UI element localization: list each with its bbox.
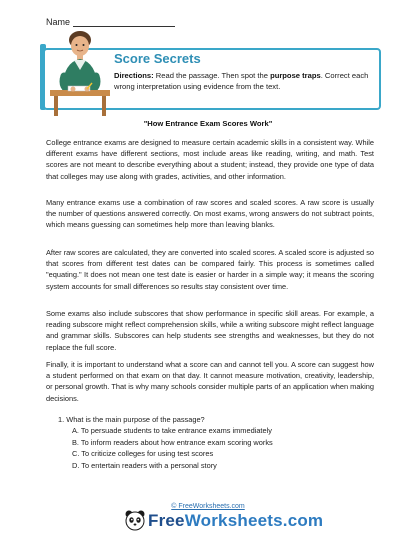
answer-option-a[interactable]: A. To persuade students to take entrance exams immediately bbox=[72, 426, 272, 436]
directions-text bbox=[114, 70, 376, 92]
paragraph-4: Some exams also include subscores that show performance in specific skill areas. For example, a reading subscore might reflect comprehension skills, while a writing subscore might reflect language and grammar skills. Subscores can help students see strengths and weaknesses, but they do not replace the full score. bbox=[46, 309, 374, 352]
directions-emphasis: purpose traps bbox=[270, 71, 321, 80]
footer-brand-logo bbox=[148, 511, 323, 531]
question-stem: 1. What is the main purpose of the passage? bbox=[58, 415, 205, 424]
answer-option-c[interactable]: C. To criticize colleges for using test scores bbox=[72, 449, 214, 459]
panda-logo-icon bbox=[124, 508, 146, 532]
directions-part-2: . Correct each wrong interpretation using evidence from the text. bbox=[114, 71, 369, 91]
brand-rest: Worksheets.com bbox=[184, 511, 324, 530]
brand-free: Free bbox=[148, 511, 185, 530]
worksheet-title: Score Secrets bbox=[114, 51, 201, 66]
answer-option-d[interactable]: D. To entertain readers with a personal story bbox=[72, 460, 217, 470]
directions-label: Directions: bbox=[114, 71, 154, 80]
directions-part-1: Read the passage. Then spot the bbox=[153, 71, 271, 80]
paragraph-1: College entrance exams are designed to measure certain academic skills in a consistent way. While different exams have different sections, most include areas like reading, writing, and math. Test scores are not meant to describe everything about a student; instead, they provide one type of data that colleges may use along with grades, activities, and other information. bbox=[46, 138, 374, 181]
footer-copyright-link[interactable]: © FreeWorksheets.com bbox=[171, 503, 245, 510]
paragraph-3: After raw scores are calculated, they are converted into scaled scores. A scaled score is adjusted so that scores from different test dates can be compared fairly. This process is sometimes called "equating." It does not mean one test date is easier or harder in a simple way; it means the scoring system accounts for small differences so results stay consistent over time. bbox=[46, 248, 374, 291]
name-label: Name bbox=[46, 17, 71, 27]
paragraph-5: Finally, it is important to understand what a score can and cannot tell you. A score can suggest how a student performed on that exam on that day. It cannot measure motivation, creativity, leadership, or personal growth. That is why many schools consider multiple parts of an application when making decisions. bbox=[46, 360, 374, 403]
passage-title: "How Entrance Exam Scores Work" bbox=[143, 119, 273, 128]
paragraph-2: Many entrance exams use a combination of raw scores and scaled scores. A raw score is usually the number of questions answered correctly. On most exams, wrong answers do not subtract points, which means guessing can sometimes help more than leaving blanks. bbox=[46, 198, 374, 230]
question-1 bbox=[58, 414, 378, 471]
student-writing-illustration bbox=[48, 26, 112, 118]
answer-option-b[interactable]: B. To inform readers about how entrance exam scoring works bbox=[72, 437, 273, 447]
